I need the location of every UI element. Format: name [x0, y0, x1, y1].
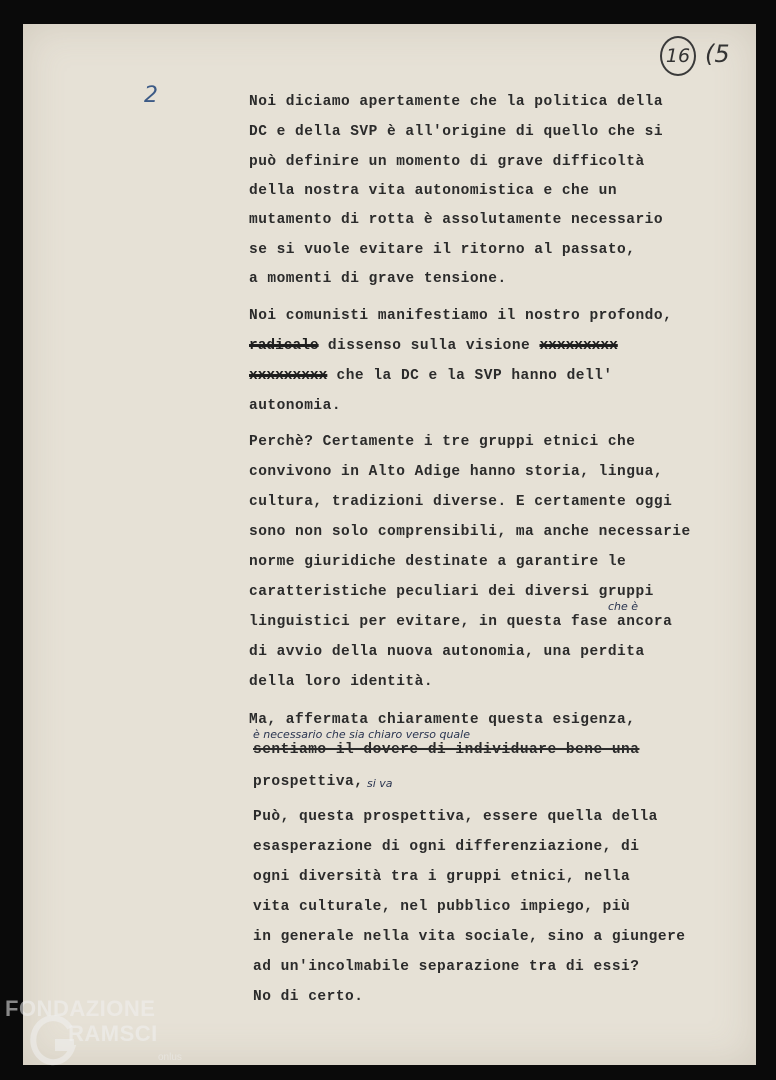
struck-word: radicale — [249, 338, 319, 354]
text-line: può definire un momento di grave difficoltà — [249, 154, 645, 170]
text-line: No di certo. — [253, 989, 364, 1005]
text-line: convivono in Alto Adige hanno storia, lingua, — [249, 464, 664, 480]
text-line: vita culturale, nel pubblico impiego, più — [253, 899, 631, 915]
circled-page-number: 16 — [660, 36, 696, 76]
struck-word: xxxxxxxxx — [539, 338, 618, 354]
text-line: ad un'incolmabile separazione tra di essi? — [253, 959, 640, 975]
struck-line: sentiamo il dovere di individuare bene una — [253, 742, 640, 758]
section-number: 2 — [144, 83, 158, 108]
text-line: ogni diversità tra i gruppi etnici, nella — [253, 869, 631, 885]
text-line: della loro identità. — [249, 674, 434, 690]
text-line: Ma, affermata chiaramente questa esigenza, — [249, 712, 636, 728]
handwritten-insertion: si va — [367, 777, 393, 790]
text-line: a momenti di grave tensione. — [249, 271, 507, 287]
text-line: sono non solo comprensibili, ma anche necessarie — [249, 524, 691, 540]
text-line: Può, questa prospettiva, essere quella della — [253, 809, 658, 825]
text-line: autonomia. — [249, 398, 342, 414]
text-line: in generale nella vita sociale, sino a giungere — [253, 929, 686, 945]
text-line: norme giuridiche destinate a garantire le — [249, 554, 627, 570]
handwritten-insertion: è necessario che sia chiaro verso quale — [253, 728, 470, 741]
text-line: di avvio della nuova autonomia, una perdita — [249, 644, 645, 660]
text-line: caratteristiche peculiari dei diversi gruppi — [249, 584, 654, 600]
text-line-with-strikeouts — [249, 368, 613, 384]
text-line: Noi diciamo apertamente che la politica della — [249, 94, 664, 110]
text-segment: dissenso sulla visione — [318, 338, 540, 354]
text-line: della nostra vita autonomistica e che un — [249, 183, 618, 199]
struck-word: xxxxxxxxx — [249, 368, 328, 384]
text-line: Noi comunisti manifestiamo il nostro profondo, — [249, 308, 673, 324]
watermark-suffix: onlus — [158, 1052, 182, 1063]
text-line: mutamento di rotta è assolutamente necessario — [249, 212, 664, 228]
text-segment: che la DC e la SVP hanno dell' — [327, 368, 613, 384]
text-line: esasperazione di ogni differenziazione, di — [253, 839, 640, 855]
watermark-logo — [0, 994, 200, 1074]
handwritten-insertion: che è — [608, 600, 639, 613]
text-line: linguistici per evitare, in questa fase ancora — [249, 614, 673, 630]
text-line: cultura, tradizioni diverse. E certamente oggi — [249, 494, 673, 510]
text-line-with-strikeouts — [249, 338, 618, 354]
secondary-page-number: (5 — [705, 40, 730, 68]
text-line: DC e della SVP è all'origine di quello che si — [249, 124, 664, 140]
text-line: se si vuole evitare il ritorno al passato, — [249, 242, 636, 258]
watermark-line2: RAMSCI — [68, 1021, 158, 1046]
watermark-line1: FONDAZIONE — [5, 996, 156, 1021]
text-line: prospettiva, — [253, 774, 364, 790]
text-line: Perchè? Certamente i tre gruppi etnici che — [249, 434, 636, 450]
